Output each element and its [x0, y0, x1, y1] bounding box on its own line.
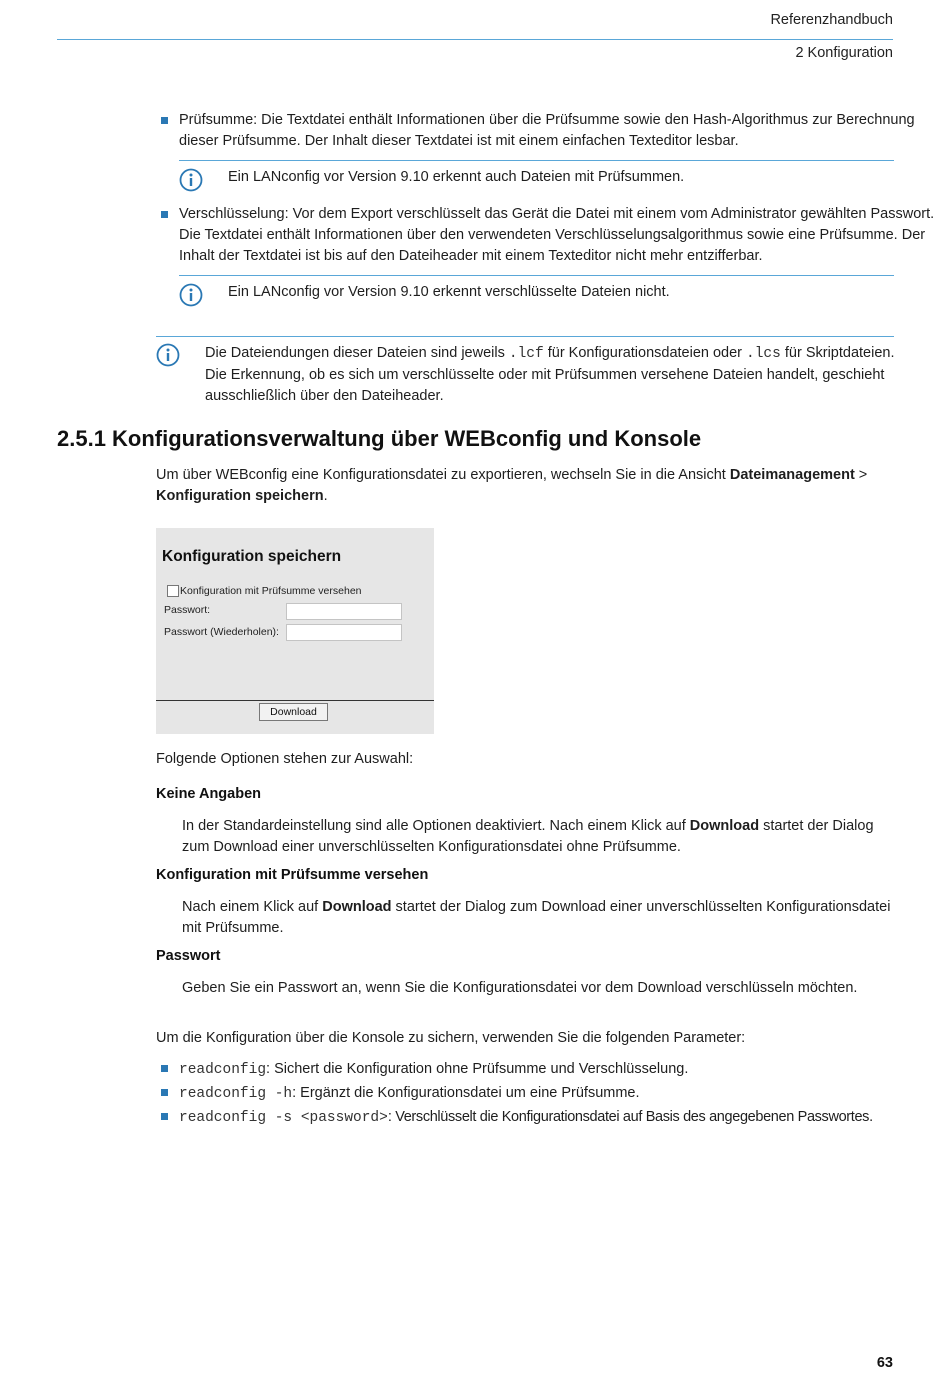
command-item	[179, 1059, 688, 1081]
bullet-marker	[161, 117, 168, 124]
command-item	[179, 1107, 873, 1129]
bullet-marker	[161, 1113, 168, 1120]
command-code: readconfig	[179, 1062, 267, 1078]
bullet-text-line: Verschlüsselung: Vor dem Export verschlüsselt das Gerät die Datei mit einem vom Administrator gewählten Passwort.	[179, 206, 935, 222]
option-desc-bold: Download	[689, 818, 760, 834]
dialog-title: Konfiguration speichern	[162, 548, 342, 565]
extension-lcs: .lcs	[746, 346, 781, 362]
option-term-passwort: Passwort	[156, 948, 221, 964]
note-text: Ein LANconfig vor Version 9.10 erkennt verschlüsselte Dateien nicht.	[228, 284, 670, 300]
note-line	[205, 343, 895, 365]
command-item	[179, 1083, 640, 1105]
options-intro: Folgende Optionen stehen zur Auswahl:	[156, 751, 414, 767]
section-heading: 2.5.1 Konfigurationsverwaltung über WEBconfig und Konsole	[57, 426, 702, 451]
password-label: Passwort:	[164, 604, 211, 616]
note-line: ausschließlich über den Dateiheader.	[205, 388, 444, 404]
save-configuration-dialog	[156, 528, 434, 734]
dialog-separator	[156, 700, 434, 701]
file-extension-note	[205, 343, 895, 407]
command-desc: : Sichert die Konfiguration ohne Prüfsumme und Verschlüsselung.	[266, 1061, 689, 1077]
password-input[interactable]	[286, 603, 402, 620]
section-intro	[156, 465, 876, 507]
option-desc-text: startet der Dialog	[759, 818, 874, 834]
header-rule	[57, 39, 893, 40]
option-desc-text: mit Prüfsumme.	[182, 920, 284, 936]
info-icon	[156, 343, 180, 367]
option-desc-text: startet der Dialog zum Download einer unverschlüsselten Konfigurationsdatei	[391, 899, 891, 915]
menu-path-konfiguration-speichern: Konfiguration speichern	[156, 488, 324, 504]
note-text: für Konfigurationsdateien oder	[543, 345, 747, 361]
extension-lcf: .lcf	[508, 346, 544, 362]
note-rule	[179, 160, 894, 161]
bullet-marker	[161, 211, 168, 218]
menu-path-separator: >	[854, 467, 868, 483]
running-header-book: Referenzhandbuch	[770, 12, 893, 28]
console-intro: Um die Konfiguration über die Konsole zu sichern, verwenden Sie die folgenden Parameter:	[156, 1030, 746, 1046]
note-line: Die Erkennung, ob es sich um verschlüsselte oder mit Prüfsummen versehene Dateien handelt, geschieht	[205, 367, 885, 383]
command-desc: : Verschlüsselt die Konfigurationsdatei auf Basis des angegebenen Passwortes.	[387, 1109, 873, 1125]
note-text: Ein LANconfig vor Version 9.10 erkennt auch Dateien mit Prüfsummen.	[228, 169, 685, 185]
checksum-checkbox[interactable]	[167, 585, 179, 597]
command-code: readconfig -s <password>	[179, 1110, 388, 1126]
bullet-text-line: Prüfsumme: Die Textdatei enthält Informationen über die Prüfsumme sowie den Hash-Algorithmus zur Berechnung	[179, 112, 915, 128]
command-desc: : Ergänzt die Konfigurationsdatei um eine Prüfsumme.	[292, 1085, 640, 1101]
option-desc-pruefsumme	[182, 897, 891, 939]
download-button[interactable]: Download	[259, 703, 328, 721]
bullet-marker	[161, 1089, 168, 1096]
note-text: Die Dateiendungen dieser Dateien sind jeweils	[205, 345, 509, 361]
bullet-verschluesselung	[179, 204, 935, 267]
option-desc-text: zum Download einer unverschlüsselten Konfigurationsdatei ohne Prüfsumme.	[182, 839, 681, 855]
bullet-text-line: Die Textdatei enthält Informationen über den verwendeten Verschlüsselungsalgorithmus sowie eine Prüfsumme. Der	[179, 227, 926, 243]
bullet-pruefsumme	[179, 110, 915, 152]
option-desc-text: Nach einem Klick auf	[182, 899, 323, 915]
intro-text: .	[323, 488, 328, 504]
password-repeat-label: Passwort (Wiederholen):	[164, 626, 279, 638]
option-term-pruefsumme: Konfiguration mit Prüfsumme versehen	[156, 867, 429, 883]
option-desc-keine-angaben	[182, 816, 882, 858]
bullet-text-line: Inhalt der Textdatei ist bis auf den Dateiheader mit einem Texteditor nicht mehr entzifferbar.	[179, 248, 763, 264]
option-desc-passwort: Geben Sie ein Passwort an, wenn Sie die Konfigurationsdatei vor dem Download verschlüsseln möchten.	[182, 980, 858, 996]
command-code: readconfig -h	[179, 1086, 293, 1102]
page-number: 63	[876, 1355, 893, 1371]
intro-text: Um über WEBconfig eine Konfigurationsdatei zu exportieren, wechseln Sie in die Ansicht	[156, 467, 730, 483]
bullet-marker	[161, 1065, 168, 1072]
menu-path-dateimanagement: Dateimanagement	[729, 467, 855, 483]
note-rule	[179, 275, 894, 276]
running-header-chapter: 2 Konfiguration	[795, 45, 893, 61]
checksum-checkbox-label: Konfiguration mit Prüfsumme versehen	[180, 585, 362, 597]
option-term-keine-angaben: Keine Angaben	[156, 786, 262, 802]
info-icon	[179, 283, 203, 307]
option-desc-bold: Download	[322, 899, 392, 915]
bullet-text-line: dieser Prüfsumme. Der Inhalt dieser Textdatei ist mit einem einfachen Texteditor lesbar.	[179, 133, 739, 149]
note-text: für Skriptdateien.	[780, 345, 895, 361]
option-desc-text: In der Standardeinstellung sind alle Optionen deaktiviert. Nach einem Klick auf	[182, 818, 690, 834]
note-rule	[156, 336, 894, 337]
info-icon	[179, 168, 203, 192]
password-repeat-input[interactable]	[286, 624, 402, 641]
